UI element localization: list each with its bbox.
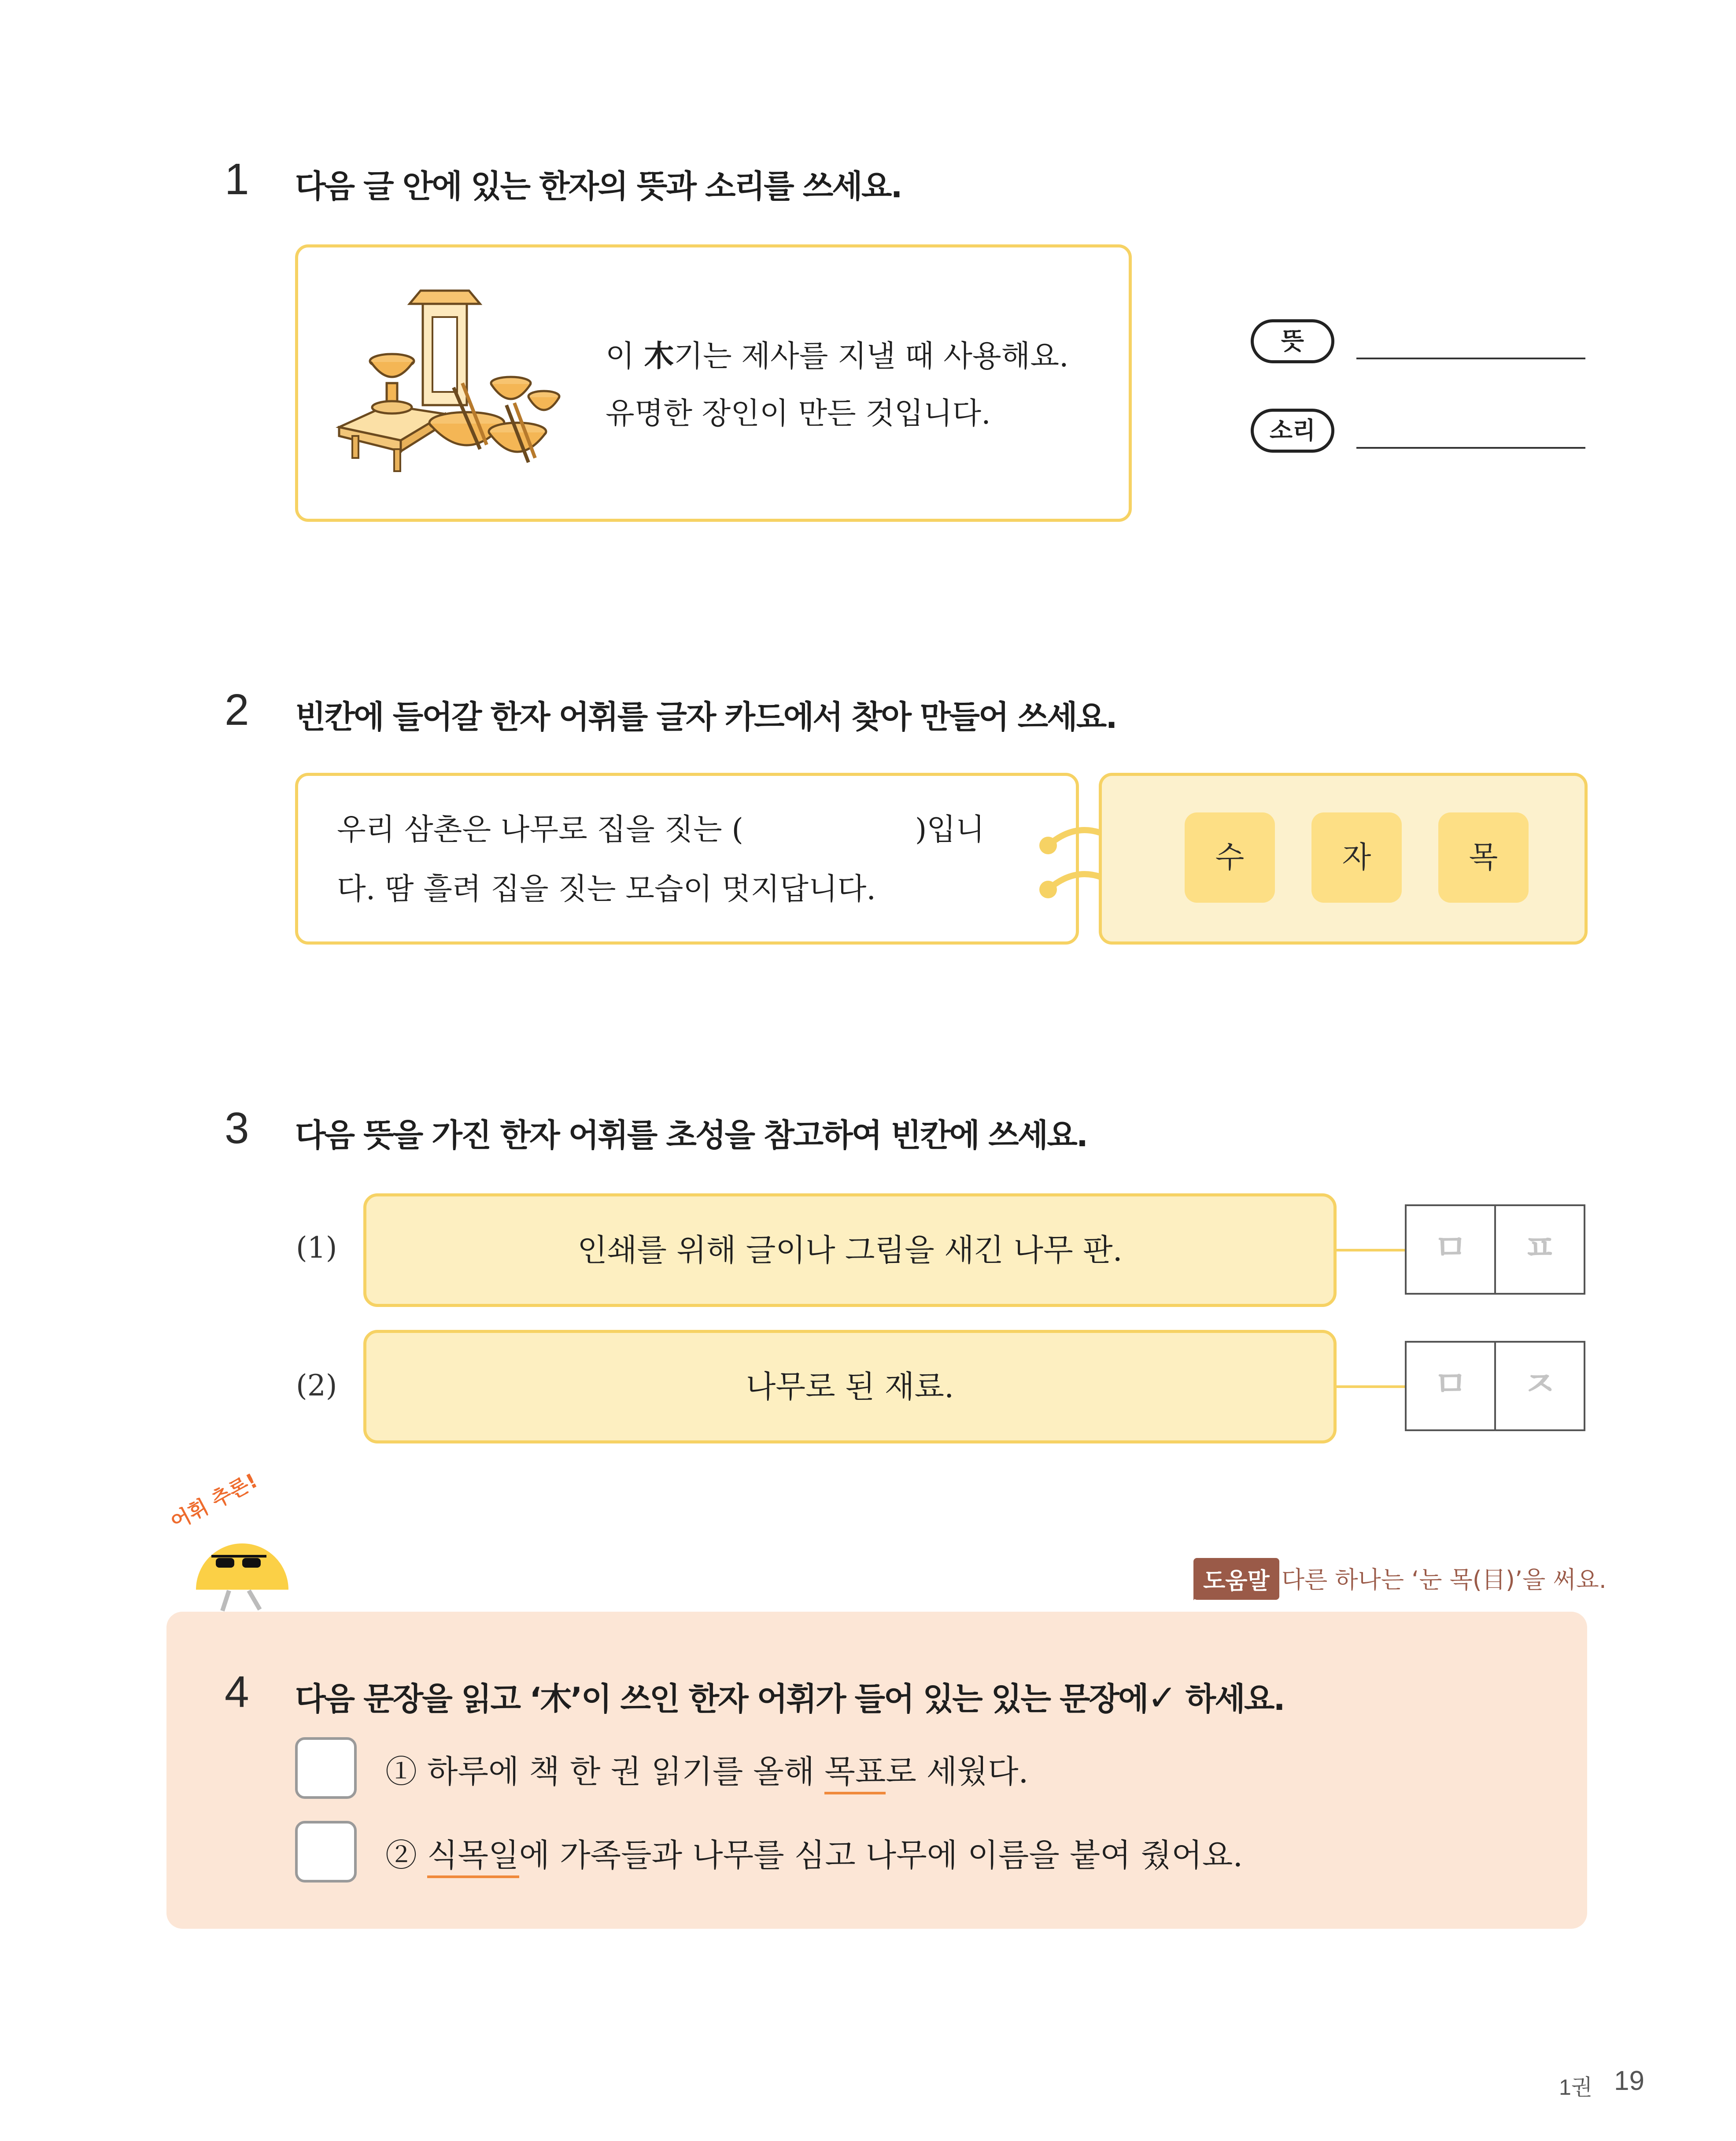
- q2-line1: [337, 801, 985, 859]
- page-number: 19: [1614, 2066, 1644, 2096]
- option2-marker: ②: [385, 1837, 417, 1874]
- sound-answer-line[interactable]: [1356, 447, 1585, 449]
- letter-card-3[interactable]: 목: [1438, 812, 1529, 903]
- q2-line1-prefix: 우리 삼촌은 나무로 집을 짓는 (: [337, 812, 743, 847]
- q3-item1-label: (1): [296, 1231, 337, 1265]
- check-icon: ✓: [1147, 1677, 1176, 1718]
- volume-label: 1권: [1559, 2075, 1593, 2100]
- q2-title: 빈칸에 들어갈 한자 어휘를 글자 카드에서 찾아 만들어 쓰세요.: [295, 698, 1116, 735]
- q2-line1-suffix: )입니: [915, 812, 985, 847]
- option1-marker: ①: [385, 1753, 417, 1790]
- meaning-answer-line[interactable]: [1356, 358, 1585, 359]
- tip-badge: 도움말: [1193, 1558, 1279, 1600]
- letter-card-2[interactable]: 자: [1311, 812, 1402, 903]
- q3-item1-connector: [1337, 1249, 1405, 1251]
- q2-passage-box: [295, 773, 1079, 945]
- q3-item1-hint2: ㅍ: [1522, 1227, 1557, 1268]
- q3-item1-cell2[interactable]: [1494, 1206, 1584, 1293]
- q1-hanja: 木: [644, 339, 674, 374]
- q4-title-part2: 하세요.: [1175, 1680, 1284, 1717]
- option1-after: 로 세웠다.: [886, 1753, 1029, 1790]
- option2-after: 에 가족들과 나무를 심고 나무에 이름을 붙여 줬어요.: [519, 1837, 1243, 1874]
- q3-item2-definition: 나무로 된 재료.: [363, 1330, 1337, 1443]
- q1-passage-suffix: 기는 제사를 지낼 때 사용해요.: [674, 339, 1069, 374]
- q3-item2-connector: [1337, 1385, 1405, 1388]
- q1-passage-line2: 유명한 장인이 만든 것입니다.: [606, 396, 991, 431]
- q3-item2-hint1: ㅁ: [1433, 1364, 1468, 1405]
- q4-title: [295, 1673, 1284, 1719]
- q3-item2-cell2[interactable]: [1494, 1343, 1584, 1429]
- q3-item2-cell1[interactable]: [1407, 1343, 1494, 1429]
- option1-before: 하루에 책 한 권 읽기를 올해: [427, 1753, 825, 1790]
- q1-title: 다음 글 안에 있는 한자의 뜻과 소리를 쓰세요.: [295, 168, 901, 205]
- q3-number: 3: [225, 1104, 249, 1153]
- q3-item2-label: (2): [296, 1369, 337, 1403]
- tip-badge-tail: [1193, 1591, 1203, 1600]
- q1-number: 1: [225, 155, 249, 204]
- mascot-badge-text: 어휘 추론!: [166, 1468, 262, 1534]
- option2-word: 식목일: [427, 1837, 519, 1878]
- q4-number: 4: [225, 1667, 249, 1716]
- q1-passage-prefix: 이: [606, 339, 644, 374]
- meaning-label: 뜻: [1251, 319, 1334, 363]
- option2-checkbox[interactable]: [295, 1821, 357, 1883]
- q3-title: 다음 뜻을 가진 한자 어휘를 초성을 참고하여 빈칸에 쓰세요.: [295, 1117, 1087, 1154]
- q3-item1-answer-grid[interactable]: [1405, 1204, 1585, 1295]
- letter-card-1[interactable]: 수: [1185, 812, 1275, 903]
- sound-label: 소리: [1251, 409, 1334, 453]
- q2-number: 2: [225, 685, 249, 735]
- q3-item1-cell1[interactable]: [1407, 1206, 1494, 1293]
- option1-checkbox[interactable]: [295, 1737, 357, 1799]
- q2-line2: 다. 땀 흘려 집을 짓는 모습이 멋지답니다.: [337, 872, 876, 907]
- option1-text: [385, 1746, 1028, 1792]
- tip-text: 다른 하나는 ‘눈 목(目)’을 써요.: [1282, 1566, 1607, 1594]
- option2-text: [385, 1830, 1243, 1875]
- q4-title-part1: 다음 문장을 읽고 ‘木’이 쓰인 한자 어휘가 들어 있는 있는 문장에: [295, 1680, 1148, 1717]
- q3-item1-hint1: ㅁ: [1433, 1227, 1468, 1268]
- q3-item2-hint2: ㅈ: [1522, 1364, 1557, 1405]
- option1-word: 목표: [824, 1753, 886, 1794]
- ritual-vessels-illustration: [335, 282, 564, 489]
- q1-passage-line1: [606, 328, 1069, 385]
- q3-item1-definition: 인쇄를 위해 글이나 그림을 새긴 나무 판.: [363, 1193, 1337, 1307]
- q3-item2-answer-grid[interactable]: [1405, 1341, 1585, 1431]
